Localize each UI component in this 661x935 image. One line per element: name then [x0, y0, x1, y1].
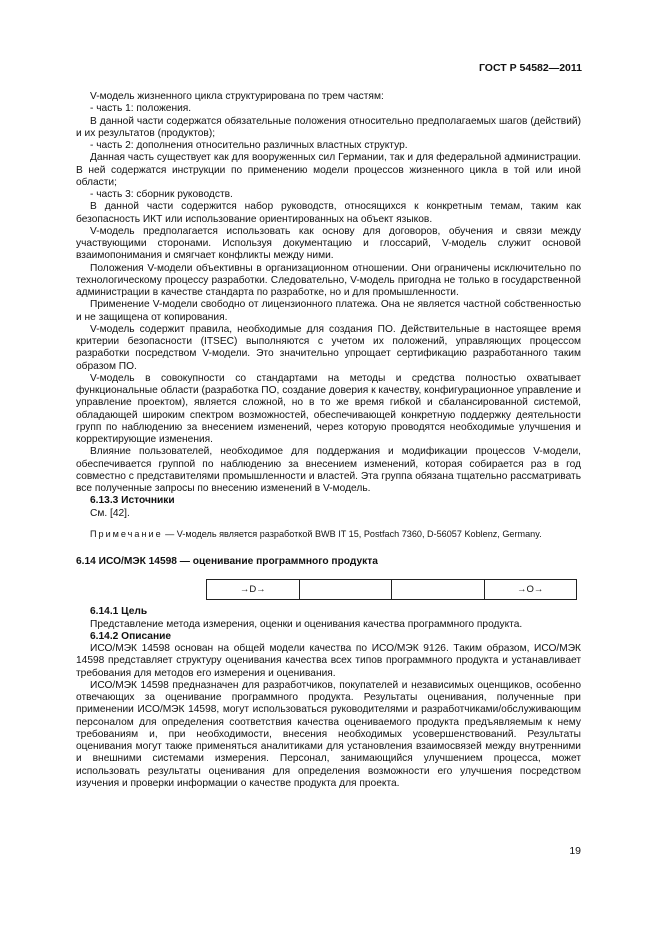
paragraph: В данной части содержатся обязательные положения относительно предполагаемых шагов (действий) и их результатов (продуктов);	[76, 115, 581, 139]
process-chain-table	[206, 579, 577, 600]
note	[76, 528, 581, 540]
page-number: 19	[569, 845, 581, 857]
note-label: Примечание	[90, 528, 163, 539]
paragraph: Положения V-модели объективны в организационном отношении. Они ограничены исключительно по технологическому процессу разработки. Следовательно, V-модель пригодна не только в государственной администрации в качестве стандарта по разработке, но и для промышленности.	[76, 262, 581, 298]
paragraph: V-модель жизненного цикла структурирована по трем частям:	[90, 91, 384, 102]
paragraph: Применение V-модели свободно от лицензионного платежа. Она не является частной собственностью и не защищена от копирования.	[76, 299, 581, 323]
note-text: — V-модель является разработкой BWB IT 15, Postfach 7360, D-56057 Koblenz, Germany.	[162, 528, 542, 539]
goal-text: Представление метода измерения, оценки и оценивания качества программного продукта.	[90, 618, 523, 630]
paragraph: В данной части содержится набор руководств, относящихся к конкретным темам, таким как безопасность ИКТ или использование ориентированных на объект языков.	[76, 201, 581, 225]
paragraph: Влияние пользователей, необходимое для поддержания и модификации процессов V-модели, обеспечивается группой по наблюдению за внесением изменений, которая собирается раз в год совместно с представителями промышленности и властей. Эта группа обязана тщательно рассматривать все полученные запросы по внесению изменений в V-модель.	[76, 446, 581, 494]
paragraph: V-модель содержит правила, необходимые для создания ПО. Действительные в настоящее время критерии безопасности (ITSEC) выполняются с учетом их положений, управляющих процессом разработки посредством V-модели. Это значительно упрощает сертификацию разработанного таким образом ПО.	[76, 323, 581, 372]
chain-cell-development: →D→	[207, 580, 300, 599]
paragraph: V-модель предполагается использовать как основу для договоров, обучения и связи между участвующими сторонами. Используя документацию и глоссарий, V-модель служит основой взаимопонимания и смягчает конфликты между ними.	[76, 225, 581, 262]
document-body	[76, 91, 581, 790]
subsection-heading-description: 6.14.2 Описание	[90, 630, 172, 642]
subsection-heading-goal: 6.14.1 Цель	[90, 606, 148, 618]
paragraph: Данная часть существует как для вооруженных сил Германии, так и для федеральной администрации. В ней содержатся инструкции по применению модели процессов жизненного цикла в той или иной области;	[76, 152, 581, 188]
list-item: - часть 3: сборник руководств.	[90, 189, 233, 200]
chain-cell	[300, 580, 393, 599]
list-item: - часть 2: дополнения относительно различных властных структур.	[90, 140, 408, 151]
chain-cell	[392, 580, 485, 599]
chain-cell-operation: →O→	[517, 583, 544, 595]
document-header-id: ГОСТ Р 54582—2011	[478, 62, 582, 74]
paragraph: ИСО/МЭК 14598 основан на общей модели качества по ИСО/МЭК 9126. Таким образом, ИСО/МЭК 14598 представляет структуру оценивания качества всех типов программного продукта и устанавливает требования для методов его измерения и оценивания.	[76, 643, 581, 679]
paragraph: ИСО/МЭК 14598 предназначен для разработчиков, покупателей и независимых оценщиков, особенно отвечающих за оценивание программного продукта. Результаты оценивания, полученные при применении ИСО/МЭК 14598, могут использоваться руководителями и разработчиками/обслуживающим персоналом для определения соответствия качества оцениваемого продукта предъявляемым к нему требованиям и, при необходимости, внесения необходимых усовершенствований. Результаты оценивания могут также применяться аналитиками для установления взаимосвязей между внутренними и внешними системами измерения. Персонал, занимающийся улучшением процесса, может использовать результаты оценивания для определения возможности его улучшения посредством изучения и проверки информации о качестве продукта для проекта.	[76, 679, 581, 789]
sources-text: См. [42].	[90, 507, 130, 519]
subsection-heading-sources: 6.13.3 Источники	[90, 495, 175, 507]
section-heading: 6.14 ИСО/МЭК 14598 — оценивание программного продукта	[76, 556, 378, 567]
list-item: - часть 1: положения.	[90, 103, 192, 115]
paragraph: V-модель в совокупности со стандартами на методы и средства полностью охватывает функциональные области (разработка ПО, создание доверия к качеству, конфигурационное управление и управление проектом), является сложной, но в то же время гибкой и сбалансированной системой, обладающей широким спектром возможностей, обеспечивающей конкретную поддержку деятельности групп по наблюдению за внесением изменений, через которую проводятся необходимые улучшения и корректирующие изменения.	[76, 372, 581, 445]
